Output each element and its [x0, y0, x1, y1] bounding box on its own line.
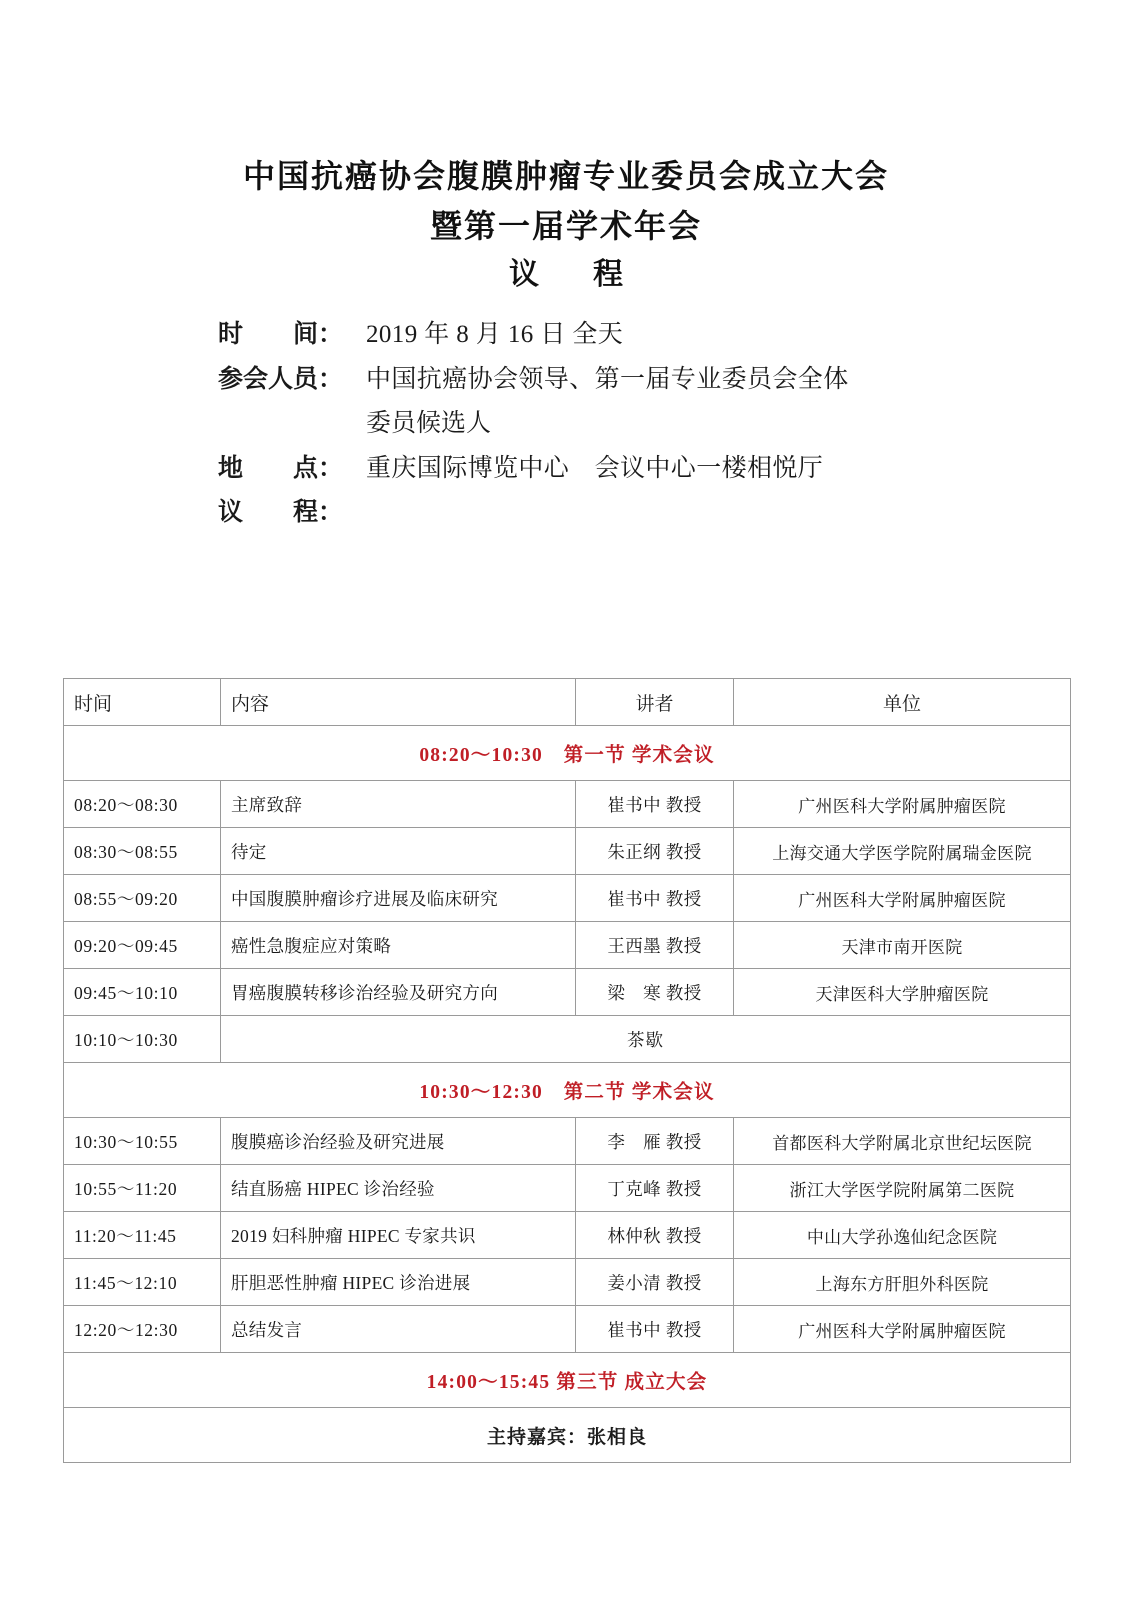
agenda-section-header: 10:30～12:30 第二节 学术会议 — [64, 1063, 1071, 1118]
agenda-cell-time: 10:10～10:30 — [64, 1016, 221, 1063]
agenda-row — [64, 1259, 1071, 1306]
agenda-cell-speaker: 丁克峰 教授 — [576, 1165, 734, 1212]
agenda-cell-time: 12:20～12:30 — [64, 1306, 221, 1353]
meta-row-time — [218, 313, 1072, 358]
agenda-cell-time: 09:20～09:45 — [64, 922, 221, 969]
agenda-cell-speaker: 梁 寒 教授 — [576, 969, 734, 1016]
meta-row-agenda — [218, 491, 1072, 536]
agenda-host-row — [64, 1408, 1071, 1463]
doc-title-line-2: 暨第一届学术年会 — [429, 207, 702, 244]
agenda-cell-speaker: 朱正纲 教授 — [576, 828, 734, 875]
meta-label-time: 时 间： — [218, 321, 344, 349]
agenda-table — [63, 678, 1071, 1463]
agenda-section-header: 14:00～15:45 第三节 成立大会 — [64, 1353, 1071, 1408]
agenda-row — [64, 1306, 1071, 1353]
agenda-cell-topic: 主席致辞 — [221, 781, 576, 828]
agenda-cell-org: 上海东方肝胆外科医院 — [734, 1259, 1071, 1306]
agenda-cell-topic: 胃癌腹膜转移诊治经验及研究方向 — [221, 969, 576, 1016]
agenda-cell-org: 上海交通大学医学院附属瑞金医院 — [734, 828, 1071, 875]
agenda-table-wrapper — [63, 678, 1070, 1463]
meta-label-agenda: 议 程： — [218, 499, 344, 527]
meta-value-attendees: 中国抗癌协会领导、第一届专业委员会全体 — [366, 365, 849, 393]
column-header-time: 时间 — [64, 679, 221, 726]
agenda-cell-topic: 肝胆恶性肿瘤 HIPEC 诊治进展 — [221, 1259, 576, 1306]
agenda-section-header-row — [64, 1353, 1071, 1408]
agenda-cell-org: 中山大学孙逸仙纪念医院 — [734, 1212, 1071, 1259]
agenda-cell-org: 首都医科大学附属北京世纪坛医院 — [734, 1118, 1071, 1165]
agenda-cell-time: 09:45～10:10 — [64, 969, 221, 1016]
agenda-cell-topic: 总结发言 — [221, 1306, 576, 1353]
agenda-break-row — [64, 1016, 1071, 1063]
agenda-cell-topic: 腹膜癌诊治经验及研究进展 — [221, 1118, 576, 1165]
agenda-row — [64, 1118, 1071, 1165]
meta-label-attendees: 参会人员： — [218, 365, 344, 393]
agenda-row — [64, 828, 1071, 875]
agenda-header-row — [64, 679, 1071, 726]
agenda-section-header-row — [64, 726, 1071, 781]
agenda-cell-speaker: 崔书中 教授 — [576, 1306, 734, 1353]
meta-row-attendees — [218, 358, 1072, 403]
agenda-row — [64, 1165, 1071, 1212]
agenda-row — [64, 969, 1071, 1016]
agenda-table-head — [64, 679, 1071, 726]
agenda-cell-org: 广州医科大学附属肿瘤医院 — [734, 781, 1071, 828]
agenda-cell-break: 茶歇 — [221, 1016, 1071, 1063]
column-header-org: 单位 — [734, 679, 1071, 726]
agenda-cell-topic: 结直肠癌 HIPEC 诊治经验 — [221, 1165, 576, 1212]
meta-value-time: 2019 年 8 月 16 日 全天 — [366, 321, 624, 349]
agenda-cell-time: 11:45～12:10 — [64, 1259, 221, 1306]
meta-row-location — [218, 447, 1072, 492]
agenda-cell-time: 10:30～10:55 — [64, 1118, 221, 1165]
agenda-cell-speaker: 姜小清 教授 — [576, 1259, 734, 1306]
agenda-cell-time: 11:20～11:45 — [64, 1212, 221, 1259]
column-header-speaker: 讲者 — [576, 679, 734, 726]
agenda-cell-topic: 中国腹膜肿瘤诊疗进展及临床研究 — [221, 875, 576, 922]
agenda-cell-speaker: 王西墨 教授 — [576, 922, 734, 969]
agenda-cell-topic: 待定 — [221, 828, 576, 875]
meta-value-location: 重庆国际博览中心 会议中心一楼相悦厅 — [366, 454, 824, 482]
title-block — [0, 0, 1132, 299]
meta-info-block — [0, 313, 1132, 536]
agenda-row — [64, 1212, 1071, 1259]
agenda-cell-org: 天津市南开医院 — [734, 922, 1071, 969]
agenda-section-header: 08:20～10:30 第一节 学术会议 — [64, 726, 1071, 781]
agenda-table-body — [64, 726, 1071, 1463]
agenda-row — [64, 922, 1071, 969]
column-header-topic: 内容 — [221, 679, 576, 726]
agenda-row — [64, 875, 1071, 922]
agenda-cell-topic: 癌性急腹症应对策略 — [221, 922, 576, 969]
agenda-section-header-row — [64, 1063, 1071, 1118]
doc-subtitle: 议 程 — [509, 258, 635, 292]
meta-value-attendees-continued: 委员候选人 — [366, 410, 492, 438]
agenda-cell-speaker: 崔书中 教授 — [576, 875, 734, 922]
agenda-row — [64, 781, 1071, 828]
agenda-cell-speaker: 崔书中 教授 — [576, 781, 734, 828]
agenda-host-label: 主持嘉宾：张相良 — [64, 1408, 1071, 1463]
agenda-cell-time: 08:30～08:55 — [64, 828, 221, 875]
agenda-cell-org: 广州医科大学附属肿瘤医院 — [734, 875, 1071, 922]
agenda-cell-time: 08:55～09:20 — [64, 875, 221, 922]
agenda-cell-org: 广州医科大学附属肿瘤医院 — [734, 1306, 1071, 1353]
agenda-cell-speaker: 林仲秋 教授 — [576, 1212, 734, 1259]
agenda-cell-org: 浙江大学医学院附属第二医院 — [734, 1165, 1071, 1212]
doc-title-line-1: 中国抗癌协会腹膜肿瘤专业委员会成立大会 — [242, 158, 889, 194]
agenda-cell-time: 10:55～11:20 — [64, 1165, 221, 1212]
agenda-cell-topic: 2019 妇科肿瘤 HIPEC 专家共识 — [221, 1212, 576, 1259]
agenda-cell-org: 天津医科大学肿瘤医院 — [734, 969, 1071, 1016]
agenda-cell-time: 08:20～08:30 — [64, 781, 221, 828]
meta-label-location: 地 点： — [218, 454, 344, 482]
agenda-cell-speaker: 李 雁 教授 — [576, 1118, 734, 1165]
